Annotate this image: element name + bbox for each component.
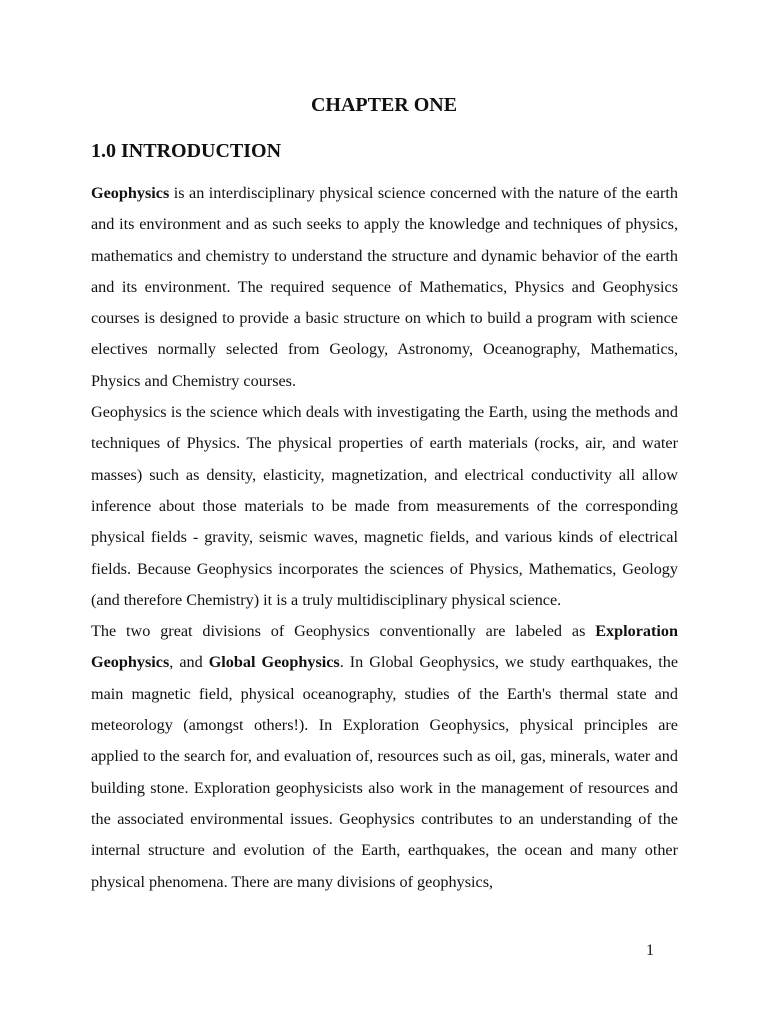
term-global-geophysics: Global Geophysics: [208, 653, 340, 672]
paragraph-3-intro: The two great divisions of Geophysics conventionally are labeled as: [91, 622, 596, 641]
page-number: 1: [646, 942, 654, 959]
paragraph-2: Geophysics is the science which deals with investigating the Earth, using the methods and techniques of Physics. The physical properties of earth materials (rocks, air, and water masses) such as density, elasticity, magnetization, and electrical conductivity all allow inference about those materials to be made from measurements of the corresponding physical fields - gravity, seismic waves, magnetic fields, and various kinds of electrical fields. Because Geophysics incorporates the sciences of Physics, Mathematics, Geology (and therefore Chemistry) it is a truly multidisciplinary physical science.: [91, 403, 678, 609]
body-text: [91, 178, 678, 898]
term-geophysics: Geophysics: [91, 184, 170, 202]
chapter-title: CHAPTER ONE: [310, 94, 458, 116]
paragraph-1-text: is an interdisciplinary physical science concerned with the nature of the earth and its environment and as such seeks to apply the knowledge and techniques of physics, mathematics and chemistry to understand the structure and dynamic behavior of the earth and its environment. The required sequence of Mathematics, Physics and Geophysics courses is designed to provide a basic structure on which to build a program with science electives normally selected from Geology, Astronomy, Oceanography, Mathematics, Physics and Chemistry courses.: [91, 184, 678, 390]
paragraph-1: [91, 178, 678, 397]
paragraph-3: [91, 616, 678, 898]
paragraph-3-text: . In Global Geophysics, we study earthquakes, the main magnetic field, physical oceanography, studies of the Earth's thermal state and meteorology (amongst others!). In Exploration Geophysics, physical principles are applied to the search for, and evaluation of, resources such as oil, gas, minerals, water and building stone. Exploration geophysicists also work in the management of resources and the associated environmental issues. Geophysics contributes to an understanding of the internal structure and evolution of the Earth, earthquakes, the ocean and many other physical phenomena. There are many divisions of geophysics,: [91, 653, 679, 891]
term-exploration-geophysics: Exploration Geophysics: [91, 622, 678, 672]
section-heading: 1.0 INTRODUCTION: [91, 140, 282, 162]
paragraph-3-join: , and: [169, 653, 209, 672]
